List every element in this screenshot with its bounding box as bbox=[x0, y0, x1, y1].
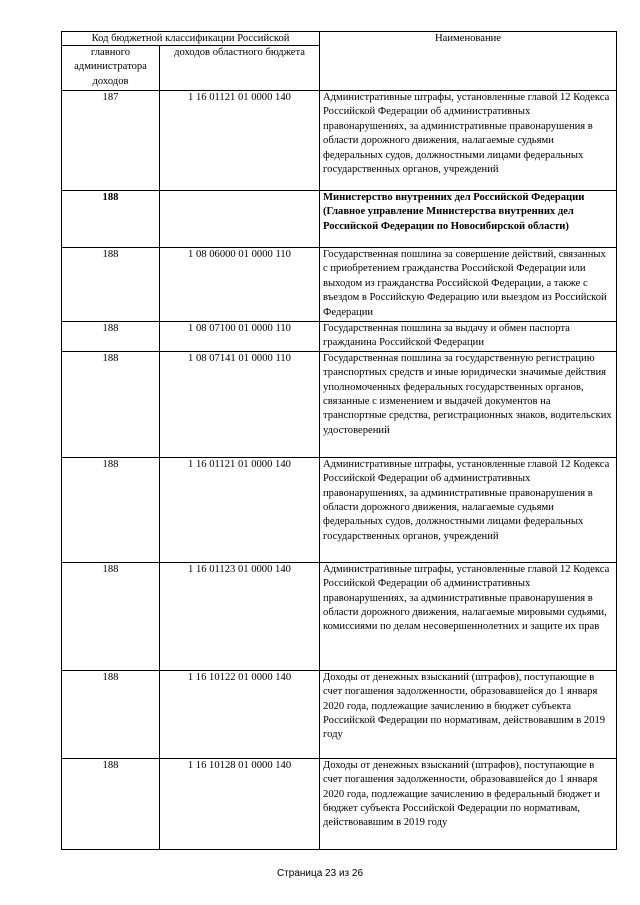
revenue-code-cell: 1 16 10122 01 0000 140 bbox=[160, 670, 320, 758]
table-row bbox=[62, 248, 617, 322]
revenue-name-cell: Государственная пошлина за совершение действий, связанных с приобретением гражданства Российской Федерации или выходом из гражданства Российской Федерации, а также с въездом в Российскую Федерацию или выездом из Российской Федерации bbox=[320, 248, 617, 322]
table-row bbox=[62, 562, 617, 670]
administrator-code-cell: 188 bbox=[62, 670, 160, 758]
revenue-code-cell: 1 16 01121 01 0000 140 bbox=[160, 457, 320, 562]
administrator-code-cell: 188 bbox=[62, 562, 160, 670]
revenue-name-cell: Доходы от денежных взысканий (штрафов), поступающие в счет погашения задолженности, образовавшейся до 1 января 2020 года, подлежащие зачислению в федеральный бюджет и бюджет субъекта Российской Федерации по нормативам, действовавшим в 2019 году bbox=[320, 758, 617, 849]
revenue-name-cell: Административные штрафы, установленные главой 12 Кодекса Российской Федерации об административных правонарушениях, за административные правонарушения в области дорожного движения, налагаемые судьями федеральных судов, должностными лицами федеральных государственных органов, учреждений bbox=[320, 91, 617, 191]
revenue-name-cell: Административные штрафы, установленные главой 12 Кодекса Российской Федерации об административных правонарушениях, за административные правонарушения в области дорожного движения, налагаемые мировыми судьями, комиссиями по делам несовершеннолетних и защите их прав bbox=[320, 562, 617, 670]
table-row bbox=[62, 351, 617, 457]
header-chief-administrator: главного администратора доходов bbox=[62, 46, 160, 91]
revenue-code-cell: 1 08 07100 01 0000 110 bbox=[160, 322, 320, 352]
revenue-code-cell bbox=[160, 191, 320, 248]
revenue-name-cell: Государственная пошлина за государственную регистрацию транспортных средств и иные юридически значимые действия уполномоченных федеральных государственных органов, связанные с изменением и выдачей документов на транспортные средства, регистрационных знаков, водительских удостоверений bbox=[320, 351, 617, 457]
table-row bbox=[62, 670, 617, 758]
table-row bbox=[62, 91, 617, 191]
header-regional-revenue: доходов областного бюджета bbox=[160, 46, 320, 91]
administrator-code-cell: 188 bbox=[62, 351, 160, 457]
administrator-code-cell: 188 bbox=[62, 758, 160, 849]
administrator-code-cell: 188 bbox=[62, 322, 160, 352]
revenue-code-cell: 1 08 06000 01 0000 110 bbox=[160, 248, 320, 322]
table-row bbox=[62, 457, 617, 562]
header-name: Наименование bbox=[320, 32, 617, 91]
revenue-name-cell: Доходы от денежных взысканий (штрафов), поступающие в счет погашения задолженности, образовавшейся до 1 января 2020 года, подлежащие зачислению в бюджет субъекта Российской Федерации по нормативам, действовавшим в 2019 году bbox=[320, 670, 617, 758]
administrator-code-cell: 188 bbox=[62, 457, 160, 562]
revenue-code-cell: 1 16 01121 01 0000 140 bbox=[160, 91, 320, 191]
revenue-name-cell: Административные штрафы, установленные главой 12 Кодекса Российской Федерации об административных правонарушениях, за административные правонарушения в области дорожного движения, налагаемые судьями федеральных судов, должностными лицами федеральных государственных органов, учреждений bbox=[320, 457, 617, 562]
page-number: Страница 23 из 26 bbox=[276, 868, 364, 879]
budget-classification-table bbox=[61, 31, 617, 850]
revenue-name-cell: Государственная пошлина за выдачу и обмен паспорта гражданина Российской Федерации bbox=[320, 322, 617, 352]
administrator-code-cell: 188 bbox=[62, 248, 160, 322]
header-budget-code-group: Код бюджетной классификации Российской bbox=[62, 32, 320, 46]
revenue-code-cell: 1 16 10128 01 0000 140 bbox=[160, 758, 320, 849]
table-row bbox=[62, 322, 617, 352]
table-row bbox=[62, 758, 617, 849]
table-body bbox=[62, 91, 617, 850]
administrator-code-cell: 187 bbox=[62, 91, 160, 191]
administrator-code-cell: 188 bbox=[62, 191, 160, 248]
revenue-name-cell: Министерство внутренних дел Российской Федерации (Главное управление Министерства внутренних дел Российской Федерации по Новосибирской области) bbox=[320, 191, 617, 248]
revenue-code-cell: 1 08 07141 01 0000 110 bbox=[160, 351, 320, 457]
table-row bbox=[62, 191, 617, 248]
revenue-code-cell: 1 16 01123 01 0000 140 bbox=[160, 562, 320, 670]
